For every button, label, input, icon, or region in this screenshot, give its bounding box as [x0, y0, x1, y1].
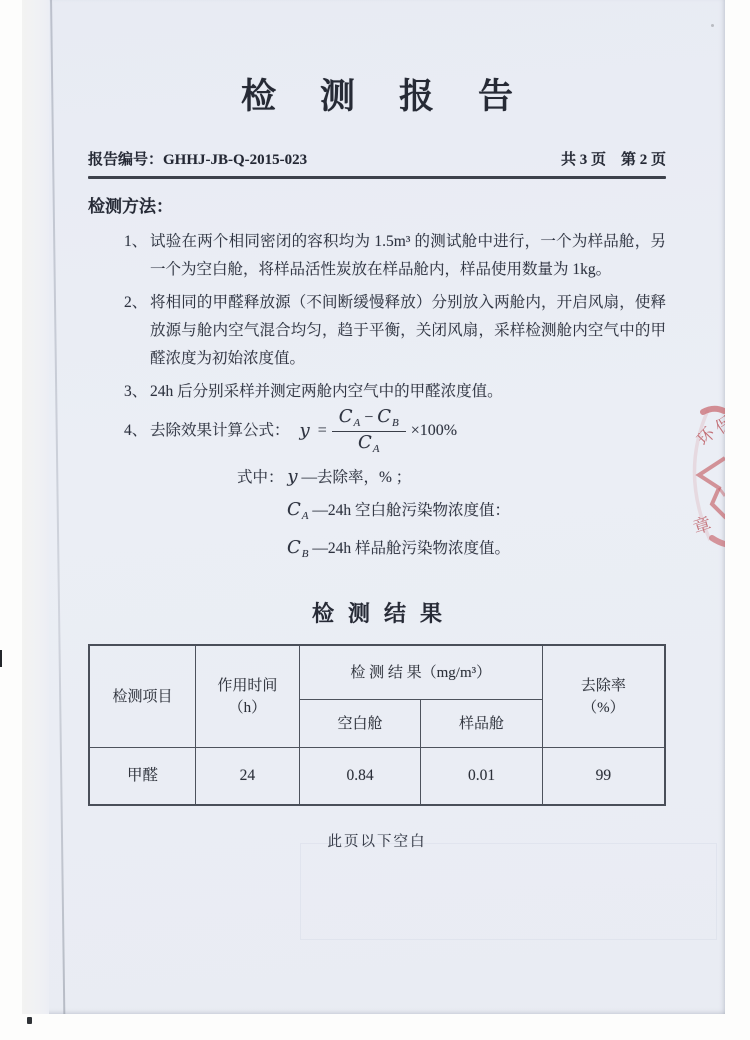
seal-star-inner	[719, 488, 725, 496]
method-item-1	[88, 228, 666, 284]
scan-dust-dot	[711, 24, 714, 27]
seal-char-zhang: 章	[690, 513, 714, 538]
formula-ca: C	[338, 405, 353, 427]
report-number-label: 报告编号：	[88, 152, 164, 168]
pagination: 共 3 页 第 2 页	[560, 152, 666, 168]
method-item-2	[88, 289, 666, 373]
formula-equals: =	[317, 422, 327, 439]
legend-cb-text: —24h 样品舱污染物浓度值。	[312, 540, 511, 557]
col-header-result-group: 检 测 结 果（mg/m³）	[299, 645, 542, 700]
cell-sample-value: 0.01	[421, 748, 543, 806]
method-item-1-number: 1、	[124, 233, 148, 250]
formula-cb: C	[377, 405, 392, 427]
col-header-blank-chamber: 空白舱	[299, 700, 421, 748]
method-item-2-number: 2、	[124, 294, 148, 311]
formula-legend-ca	[88, 497, 666, 529]
method-item-3-text: 24h 后分别采样并测定两舱内空气中的甲醛浓度值。	[150, 383, 503, 400]
col-header-time-line1: 作用时间	[217, 677, 278, 694]
formula-multiplier: ×100%	[410, 422, 458, 439]
formula-denominator	[358, 432, 380, 456]
col-header-removal-line1: 去除率	[580, 677, 626, 694]
seal-char-huan: 环	[693, 423, 719, 450]
report-meta-row	[88, 148, 666, 169]
legend-ca-sub: A	[301, 510, 309, 522]
formula-var-y: y	[299, 420, 310, 441]
col-header-time-line2: （h）	[228, 699, 267, 716]
page-title: 检测报告	[240, 77, 557, 116]
report-number-value: GHHJ-JB-Q-2015-023	[163, 152, 308, 168]
formula-den-c-sub: A	[372, 442, 380, 455]
formula-fraction	[332, 407, 406, 455]
seal-star-icon	[699, 458, 725, 518]
bleed-through-artifact	[300, 843, 717, 940]
formula-numerator	[332, 407, 406, 432]
table-row	[89, 748, 665, 806]
method-item-4-label: 去除效果计算公式：	[150, 422, 290, 439]
legend-label: 式中：	[237, 469, 284, 486]
formula-den-c: C	[357, 431, 372, 453]
results-table	[88, 644, 666, 806]
cell-blank-value: 0.84	[299, 748, 421, 806]
blank-below-note: 此页以下空白	[327, 834, 427, 850]
removal-rate-formula	[300, 407, 458, 455]
formula-ca-sub: A	[353, 416, 361, 429]
report-content	[88, 0, 666, 851]
paper-left-edge	[22, 0, 49, 1014]
legend-ca-var: C	[287, 499, 301, 520]
col-header-sample-chamber: 样品舱	[421, 700, 543, 748]
col-header-removal-line2: （%）	[582, 699, 625, 716]
method-item-3	[88, 378, 666, 406]
formula-cb-sub: B	[392, 416, 399, 429]
method-item-4	[88, 404, 666, 458]
legend-cb-var: C	[287, 537, 301, 558]
col-header-removal	[542, 645, 665, 748]
header-divider	[88, 176, 666, 179]
cell-time: 24	[196, 748, 300, 806]
col-header-time	[196, 645, 300, 748]
formula-legend-cb	[88, 535, 666, 567]
method-item-1-text: 试验在两个相同密闭的容积均为 1.5m³ 的测试舱中进行，一个为样品舱，另一个为空白舱，将样品活性炭放在样品舱内，样品使用数量为 1kg。	[150, 233, 666, 278]
legend-ca-text: —24h 空白舱污染物浓度值：	[312, 502, 511, 519]
red-seal-stamp	[662, 398, 737, 583]
col-header-item: 检测项目	[89, 645, 196, 748]
legend-y-text: —去除率，% ；	[301, 469, 412, 486]
cell-item: 甲醛	[89, 748, 196, 806]
legend-y-var: y	[287, 466, 298, 487]
scan-edge-mark	[0, 650, 2, 667]
method-item-3-number: 3、	[124, 383, 148, 400]
results-heading: 检测结果	[311, 601, 456, 626]
paper-crease-line	[50, 0, 65, 1014]
report-number	[88, 148, 307, 169]
seal-char-bao: 保	[711, 412, 737, 438]
formula-legend-y	[88, 464, 666, 491]
seal-rim-bottom	[712, 538, 725, 545]
method-item-2-text: 将相同的甲醛释放源（不间断缓慢释放）分别放入两舱内，开启风扇，使释放源与舱内空气混合均匀，趋于平衡，关闭风扇，采样检测舱内空气中的甲醛浓度为初始浓度值。	[150, 294, 666, 367]
formula-minus: −	[364, 408, 374, 426]
methods-heading: 检测方法：	[88, 197, 173, 216]
scan-speck	[27, 1017, 32, 1024]
method-item-4-number: 4、	[124, 422, 148, 439]
cell-removal-value: 99	[542, 748, 665, 806]
legend-cb-sub: B	[301, 548, 309, 560]
